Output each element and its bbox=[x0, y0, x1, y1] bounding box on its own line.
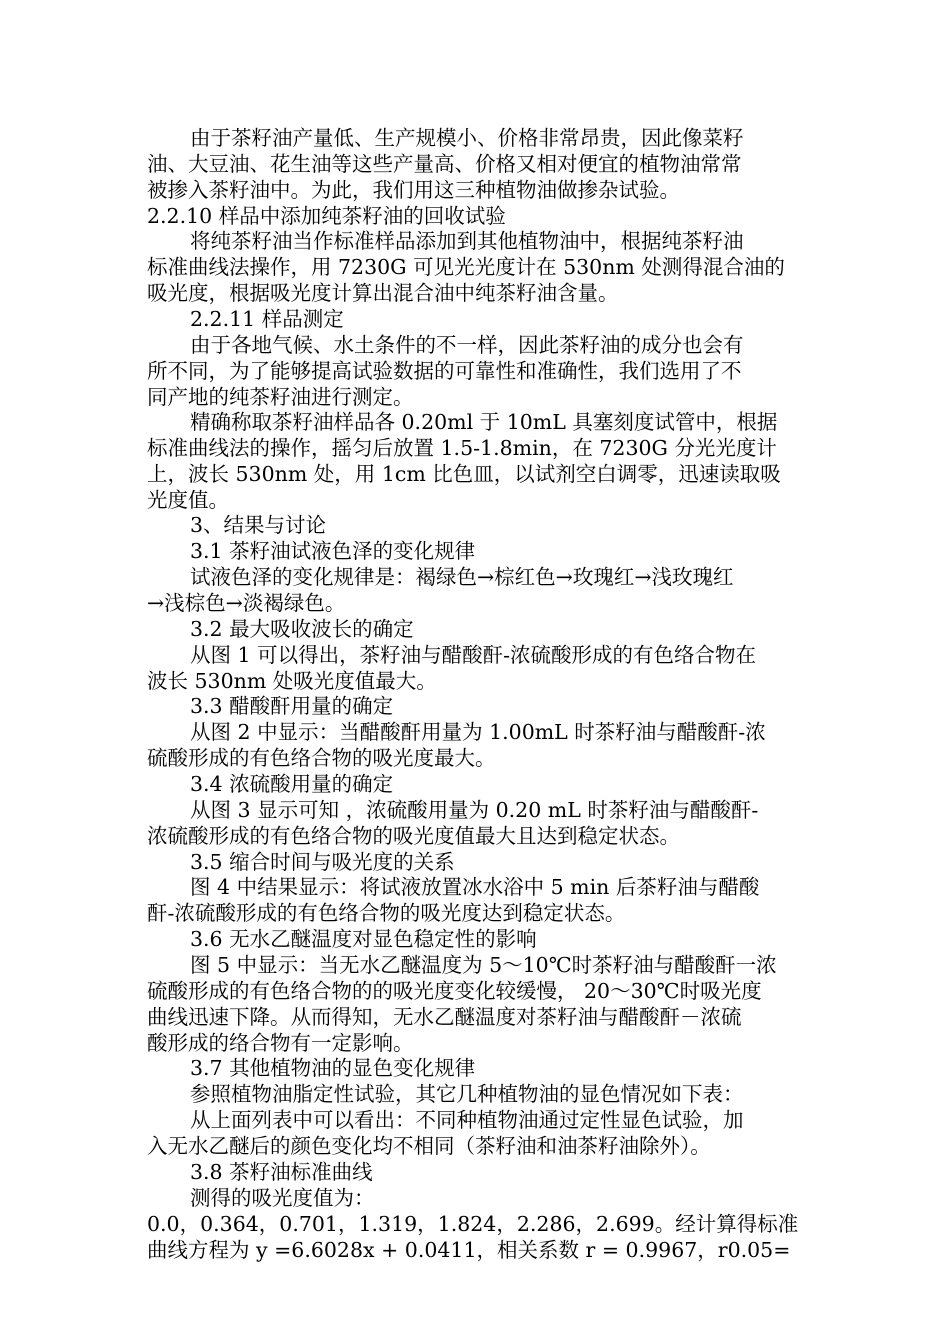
text-line: 由于茶籽油产量低、生产规模小、价格非常昂贵，因此像菜籽 bbox=[190, 126, 744, 150]
text-line: 标准曲线法的操作，摇匀后放置 1.5-1.8min，在 7230G 分光光度计 bbox=[147, 436, 777, 460]
text-line: 曲线迅速下降。从而得知，无水乙醚温度对茶籽油与醋酸酐－浓硫 bbox=[147, 1005, 742, 1029]
section-heading: 3.2 最大吸收波长的确定 bbox=[190, 617, 414, 641]
text-line: 光度值。 bbox=[147, 488, 229, 512]
text-line: 入无水乙醚后的颜色变化均不相同（茶籽油和油茶籽油除外）。 bbox=[147, 1134, 711, 1158]
section-heading: 3.3 醋酸酐用量的确定 bbox=[190, 694, 394, 718]
text-line: 图 5 中显示：当无水乙醚温度为 5～10℃时茶籽油与醋酸酐一浓 bbox=[190, 953, 777, 977]
text-line: 试液色泽的变化规律是：褐绿色→棕红色→玫瑰红→浅玫瑰红 bbox=[190, 565, 734, 589]
text-line: 从图 3 显示可知 ，浓硫酸用量为 0.20 mL 时茶籽油与醋酸酐- bbox=[190, 798, 759, 822]
text-line: 将纯茶籽油当作标准样品添加到其他植物油中，根据纯茶籽油 bbox=[190, 229, 744, 253]
section-heading: 3.4 浓硫酸用量的确定 bbox=[190, 772, 394, 796]
text-line: 浓硫酸形成的有色络合物的吸光度值最大且达到稳定状态。 bbox=[147, 824, 680, 848]
text-line: 从上面列表中可以看出：不同种植物油通过定性显色试验，加 bbox=[190, 1108, 744, 1132]
text-line: 波长 530nm 处吸光度值最大。 bbox=[147, 669, 437, 693]
section-heading: 2.2.11 样品测定 bbox=[190, 307, 344, 331]
section-heading: 3.6 无水乙醚温度对显色稳定性的影响 bbox=[190, 927, 537, 951]
text-line: 被掺入茶籽油中。为此，我们用这三种植物油做掺杂试验。 bbox=[147, 178, 680, 202]
text-line: 上，波长 530nm 处，用 1cm 比色皿，以试剂空白调零，迅速读取吸 bbox=[147, 462, 781, 486]
text-line: 从图 2 中显示：当醋酸酐用量为 1.00mL 时茶籽油与醋酸酐-浓 bbox=[190, 720, 766, 744]
text-line: 酸形成的络合物有一定影响。 bbox=[147, 1031, 414, 1055]
text-line: 测得的吸光度值为： bbox=[190, 1186, 375, 1210]
text-line: 图 4 中结果显示：将试液放置冰水浴中 5 min 后茶籽油与醋酸 bbox=[190, 875, 760, 899]
text-line: 硫酸形成的有色络合物的的吸光度变化较缓慢， 20～30℃时吸光度 bbox=[147, 979, 762, 1003]
section-heading: 3.7 其他植物油的显色变化规律 bbox=[190, 1056, 476, 1080]
text-line: 从图 1 可以得出，茶籽油与醋酸酐-浓硫酸形成的有色络合物在 bbox=[190, 643, 757, 667]
text-line: 曲线方程为 y =6.6028x + 0.0411，相关系数 r = 0.9967，r0.05= bbox=[147, 1238, 791, 1262]
text-line: 吸光度，根据吸光度计算出混合油中纯茶籽油含量。 bbox=[147, 281, 619, 305]
text-line: 标准曲线法操作，用 7230G 可见光光度计在 530nm 处测得混合油的 bbox=[147, 255, 785, 279]
text-line: 油、大豆油、花生油等这些产量高、价格又相对便宜的植物油常常 bbox=[147, 152, 742, 176]
text-line: 酐-浓硫酸形成的有色络合物的吸光度达到稳定状态。 bbox=[147, 901, 626, 925]
text-line: 所不同，为了能够提高试验数据的可靠性和准确性，我们选用了不 bbox=[147, 359, 742, 383]
section-heading: 3、结果与讨论 bbox=[190, 513, 327, 537]
section-heading: 2.2.10 样品中添加纯茶籽油的回收试验 bbox=[147, 204, 506, 228]
text-line: 参照植物油脂定性试验，其它几种植物油的显色情况如下表： bbox=[190, 1082, 744, 1106]
section-heading: 3.8 茶籽油标准曲线 bbox=[190, 1160, 373, 1184]
section-heading: 3.1 茶籽油试液色泽的变化规律 bbox=[190, 539, 476, 563]
text-line: 0.0，0.364，0.701，1.319，1.824，2.286，2.699。经计算得标准 bbox=[147, 1212, 799, 1236]
text-line: →浅棕色→淡褐绿色。 bbox=[147, 591, 346, 615]
text-line: 同产地的纯茶籽油进行测定。 bbox=[147, 385, 414, 409]
text-line: 精确称取茶籽油样品各 0.20ml 于 10mL 具塞刻度试管中，根据 bbox=[190, 410, 778, 434]
text-line: 由于各地气候、水土条件的不一样，因此茶籽油的成分也会有 bbox=[190, 333, 744, 357]
text-line: 硫酸形成的有色络合物的吸光度最大。 bbox=[147, 746, 496, 770]
section-heading: 3.5 缩合时间与吸光度的关系 bbox=[190, 850, 455, 874]
